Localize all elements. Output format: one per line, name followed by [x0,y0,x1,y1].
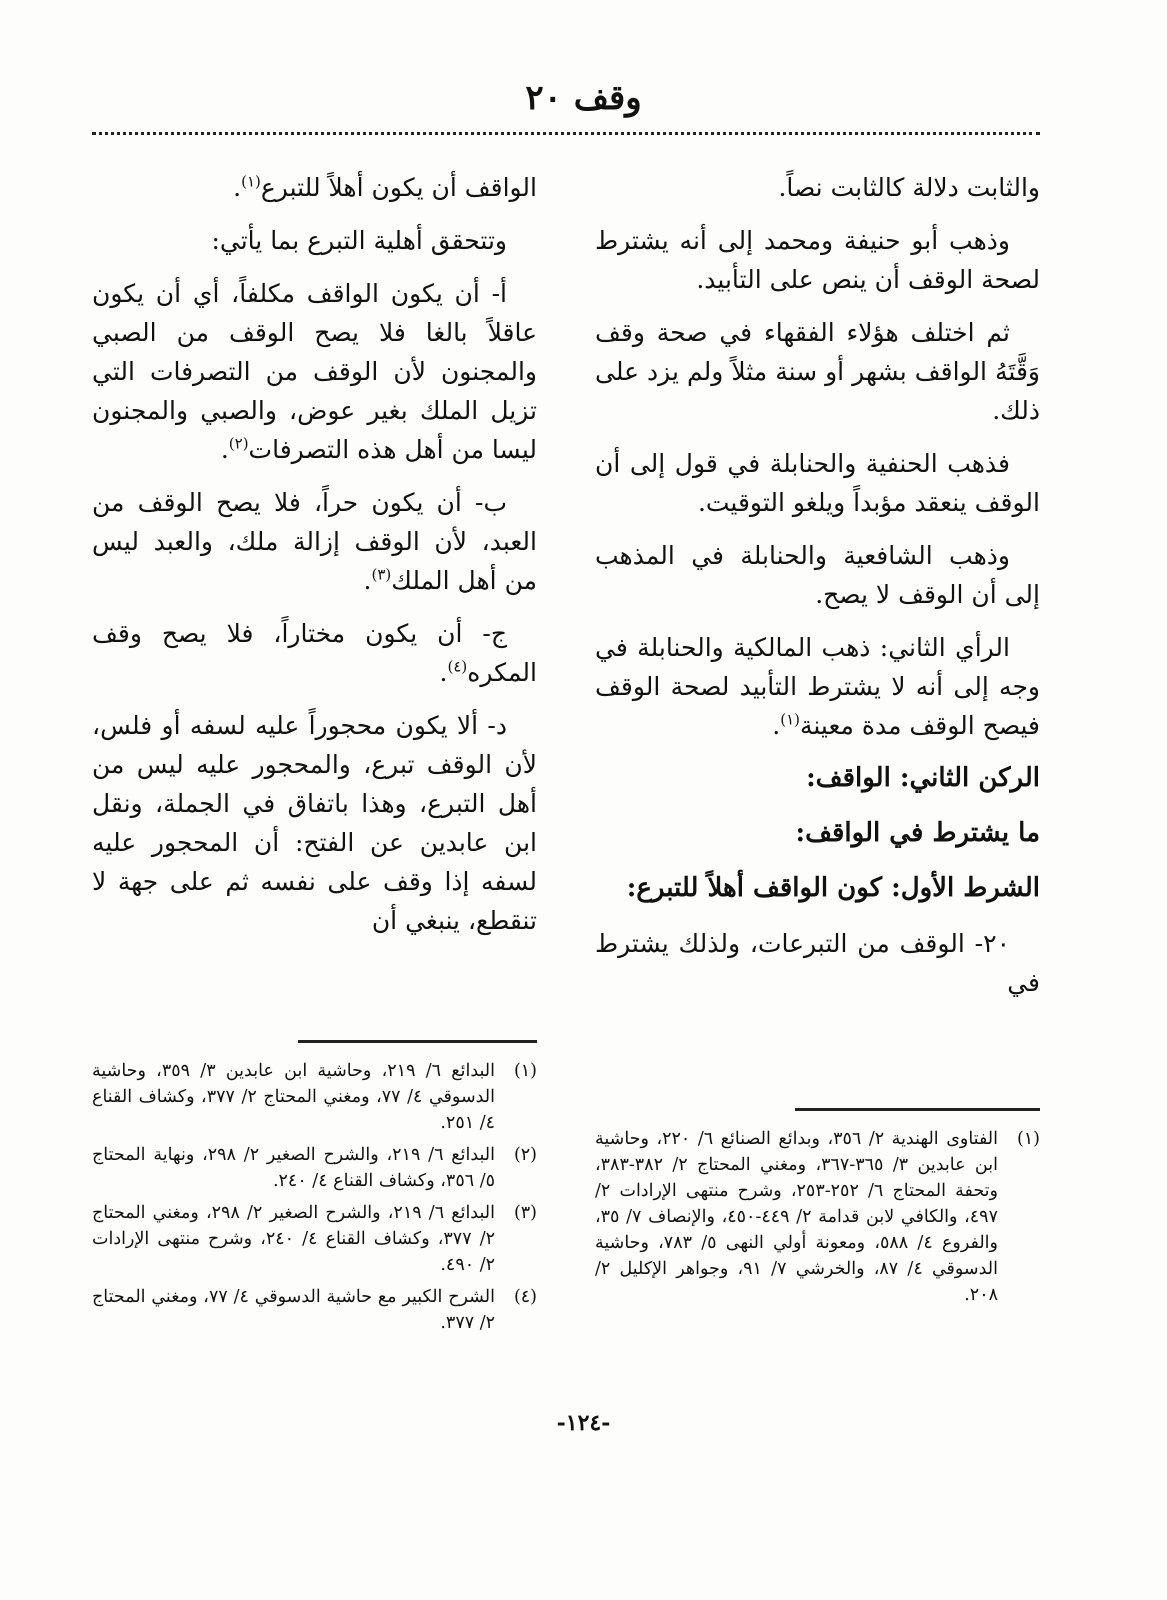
paragraph: والثابت دلالة كالثابت نصاً. [778,173,1040,202]
paragraph: الرأي الثاني: ذهب المالكية والحنابلة في وجه إلى أنه لا يشترط التأبيد لصحة الوقف فيصح الوقف مدة معينة$^{(١)}$. [595,633,1040,740]
punctuation: . [363,566,372,595]
paragraph: وذهب أبو حنيفة ومحمد إلى أنه يشترط لصحة الوقف أن ينص على التأبيد. [595,226,1040,294]
punctuation: . [233,173,242,202]
paragraph: ثم اختلف هؤلاء الفقهاء في صحة وقف وَقَّتَهُ الواقف بشهر أو سنة مثلاً ولم يزد على ذلك. [595,318,1040,425]
footnote [92,1058,537,1136]
paragraph-text: الرأي الثاني: ذهب المالكية والحنابلة في وجه إلى أنه لا يشترط التأبيد لصحة الوقف فيصح الوقف مدة معينة [595,633,1040,740]
paragraph-text: ج- أن يكون مختاراً، فلا يصح وقف المكره [92,619,537,687]
footnotes-right [595,1126,1040,1314]
footnotes-left [92,1058,537,1342]
footnote-ref: (١) [780,710,800,729]
section-heading: الشرط الأول: كون الواقف أهلاً للتبرع: [626,873,1040,903]
footnote-ref: (٤) [447,657,468,676]
paragraph: فذهب الحنفية والحنابلة في قول إلى أن الوقف ينعقد مؤبداً ويلغو التوقيت. [595,449,1040,517]
footnote-ref: (٢) [228,434,249,453]
paragraph [92,614,537,692]
paragraph-text: ب- أن يكون حراً، فلا يصح الوقف من العبد، لأن الوقف إزالة ملك، والعبد ليس من أهل الملك [92,488,537,595]
punctuation: . [220,435,229,464]
paragraph: وتتحقق أهلية التبرع بما يأتي: [211,226,507,255]
footnote-text: البدائع ٦/ ٢١٩، والشرح الصغير ٢/ ٢٩٨، ومغني المحتاج ٢/ ٣٧٧، وكشاف القناع ٤/ ٢٤٠، وشرح منتهى الإرادات ٢/ ٤٩٠. [92,1203,495,1275]
footnote-number: (٢) [513,1145,537,1165]
footnote-ref: (١) [241,172,261,191]
paragraph-text: أ- أن يكون الواقف مكلفاً، أي أن يكون عاقلاً بالغا فلا يصح الوقف من الصبي والمجنون لأن الوقف من التصرفات التي تزيل الملك بغير عوض، والصبي والمجنون ليسا من أهل هذه التصرفات [92,279,537,464]
footnote-number: (٤) [513,1287,537,1307]
footnote-text: البدائع ٦/ ٢١٩، وحاشية ابن عابدين ٣/ ٣٥٩، وحاشية الدسوقي ٤/ ٧٧، ومغني المحتاج ٢/ ٣٧٧، وكشاف القناع ٤/ ٢٥١. [92,1061,495,1133]
section-heading: ما يشترط في الواقف: [795,818,1040,848]
footnote [92,1284,537,1336]
footnote-divider [298,1040,537,1043]
footnote-number: (٣) [513,1203,537,1223]
footnote-number: (١) [513,1061,537,1081]
footnote-divider [795,1108,1040,1111]
right-text-column [595,168,1040,1016]
paragraph: ٢٠- الوقف من التبرعات، ولذلك يشترط في [595,929,1040,997]
paragraph [92,483,537,600]
footnote [92,1200,537,1278]
footnote-text: البدائع ٦/ ٢١٩، والشرح الصغير ٢/ ٢٩٨، ونهاية المحتاج ٥/ ٣٥٦، وكشاف القناع ٤/ ٢٤٠. [92,1145,495,1191]
paragraph [92,274,537,469]
header-dotted-divider [92,132,1040,135]
section-heading: الركن الثاني: الواقف: [806,763,1040,793]
footnote-ref: (٣) [371,565,392,584]
paragraph [92,168,537,207]
paragraph: وذهب الشافعية والحنابلة في المذهب إلى أن الوقف لا يصح. [595,541,1040,609]
page-number: -١٢٤- [556,1410,611,1436]
paragraph: د- ألا يكون محجوراً عليه لسفه أو فلس، لأن الوقف تبرع، والمحجور عليه ليس من أهل التبرع، وهذا باتفاق في الجملة، ونقل ابن عابدين عن الفتح: أن المحجور عليه لسفه إذا وقف على نفسه ثم على جهة لا تنقطع، ينبغي أن [92,711,537,935]
footnote-number: (١) [1016,1129,1040,1149]
footnote-text: الشرح الكبير مع حاشية الدسوقي ٤/ ٧٧، ومغني المحتاج ٢/ ٣٧٧. [92,1287,495,1333]
footnote-text: الفتاوى الهندية ٢/ ٣٥٦، وبدائع الصنائع ٦/ ٢٢٠، وحاشية ابن عابدين ٣/ ٣٦٥-٣٦٧، ومغني المحتاج ٢/ ٣٨٢-٣٨٣، وتحفة المحتاج ٦/ ٢٥٢-٢٥٣، وشرح منتهى الإرادات ٢/ ٤٩٧، والكافي لابن قدامة ٢/ ٤٤٩-٤٥٠، والإنصاف ٧/ ٣٥، والفروع ٤/ ٥٨٨، ومعونة أولي النهى ٥/ ٧٨٣، وحاشية الدسوقي ٤/ ٨٧، والخرشي ٧/ ٩١، وجواهر الإكليل ٢/ ٢٠٨. [595,1129,999,1305]
punctuation: . [439,658,448,687]
paragraph-text: الواقف أن يكون أهلاً للتبرع [260,173,537,202]
footnote [595,1126,1040,1308]
left-text-column [92,168,537,954]
page-title: وقف ٢٠ [525,78,642,118]
footnote [92,1142,537,1194]
